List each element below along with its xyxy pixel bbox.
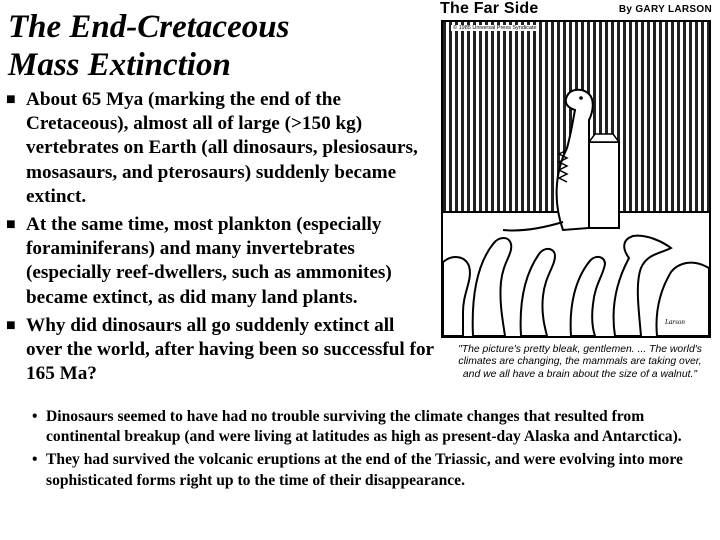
bullet-item bbox=[6, 314, 434, 387]
bullet-item bbox=[6, 213, 434, 310]
dot-bullet-icon: • bbox=[32, 451, 38, 469]
cartoon-copyright: © 1985 Universal Press Syndicate bbox=[453, 25, 537, 31]
dot-bullet-icon: • bbox=[32, 408, 38, 425]
bullet-text: About 65 Mya (marking the end of the Cretaceous), almost all of large (>150 kg) vertebrates on Earth (all dinosaurs, plesiosaurs, mosasaurs, and pterosaurs) suddenly became extinct. bbox=[26, 89, 418, 207]
cartoon-byline: By GARY LARSON bbox=[618, 4, 712, 15]
square-bullet-icon: ■ bbox=[6, 316, 16, 334]
bullet-text: At the same time, most plankton (especially foraminiferans) and many invertebrates (especially reef-dwellers, such as ammonites) became extinct, as did many land plants. bbox=[26, 214, 392, 308]
cartoon-illustration bbox=[443, 22, 709, 336]
bullet-text: Why did dinosaurs all go suddenly extinct all over the world, after having been so successful for 165 Ma? bbox=[26, 314, 434, 385]
podium bbox=[589, 142, 619, 228]
sub-bullet-text: They had survived the volcanic eruptions at the end of the Triassic, and were evolving into more sophisticated forms right up to the time of their disappearance. bbox=[46, 451, 683, 489]
sub-bullet-text: Dinosaurs seemed to have had no trouble surviving the climate changes that resulted from continental breakup (and were living at latitudes as high as present-day Alaska and Antarctica). bbox=[46, 408, 682, 446]
cartoon-header bbox=[438, 0, 716, 22]
bullet-item bbox=[6, 88, 434, 209]
sub-bullet-item bbox=[32, 450, 718, 490]
title-line-1: The End-Cretaceous bbox=[8, 9, 290, 45]
sub-bullet-list bbox=[32, 407, 718, 494]
square-bullet-icon: ■ bbox=[6, 216, 16, 234]
square-bullet-icon: ■ bbox=[6, 91, 16, 108]
cartoon-panel bbox=[441, 20, 711, 338]
slide-title bbox=[8, 8, 428, 84]
main-bullet-list bbox=[6, 88, 434, 390]
cartoon-brand: The Far Side bbox=[440, 0, 539, 17]
artist-signature: Larson bbox=[665, 318, 685, 326]
far-side-cartoon bbox=[438, 0, 716, 400]
title-line-2: Mass Extinction bbox=[8, 47, 231, 83]
sub-bullet-item bbox=[32, 407, 718, 447]
cartoon-caption: "The picture's pretty bleak, gentlemen. ... The world's climates are changing, the mammals are taking over, and we all have a brain about the size of a walnut." bbox=[458, 344, 702, 380]
